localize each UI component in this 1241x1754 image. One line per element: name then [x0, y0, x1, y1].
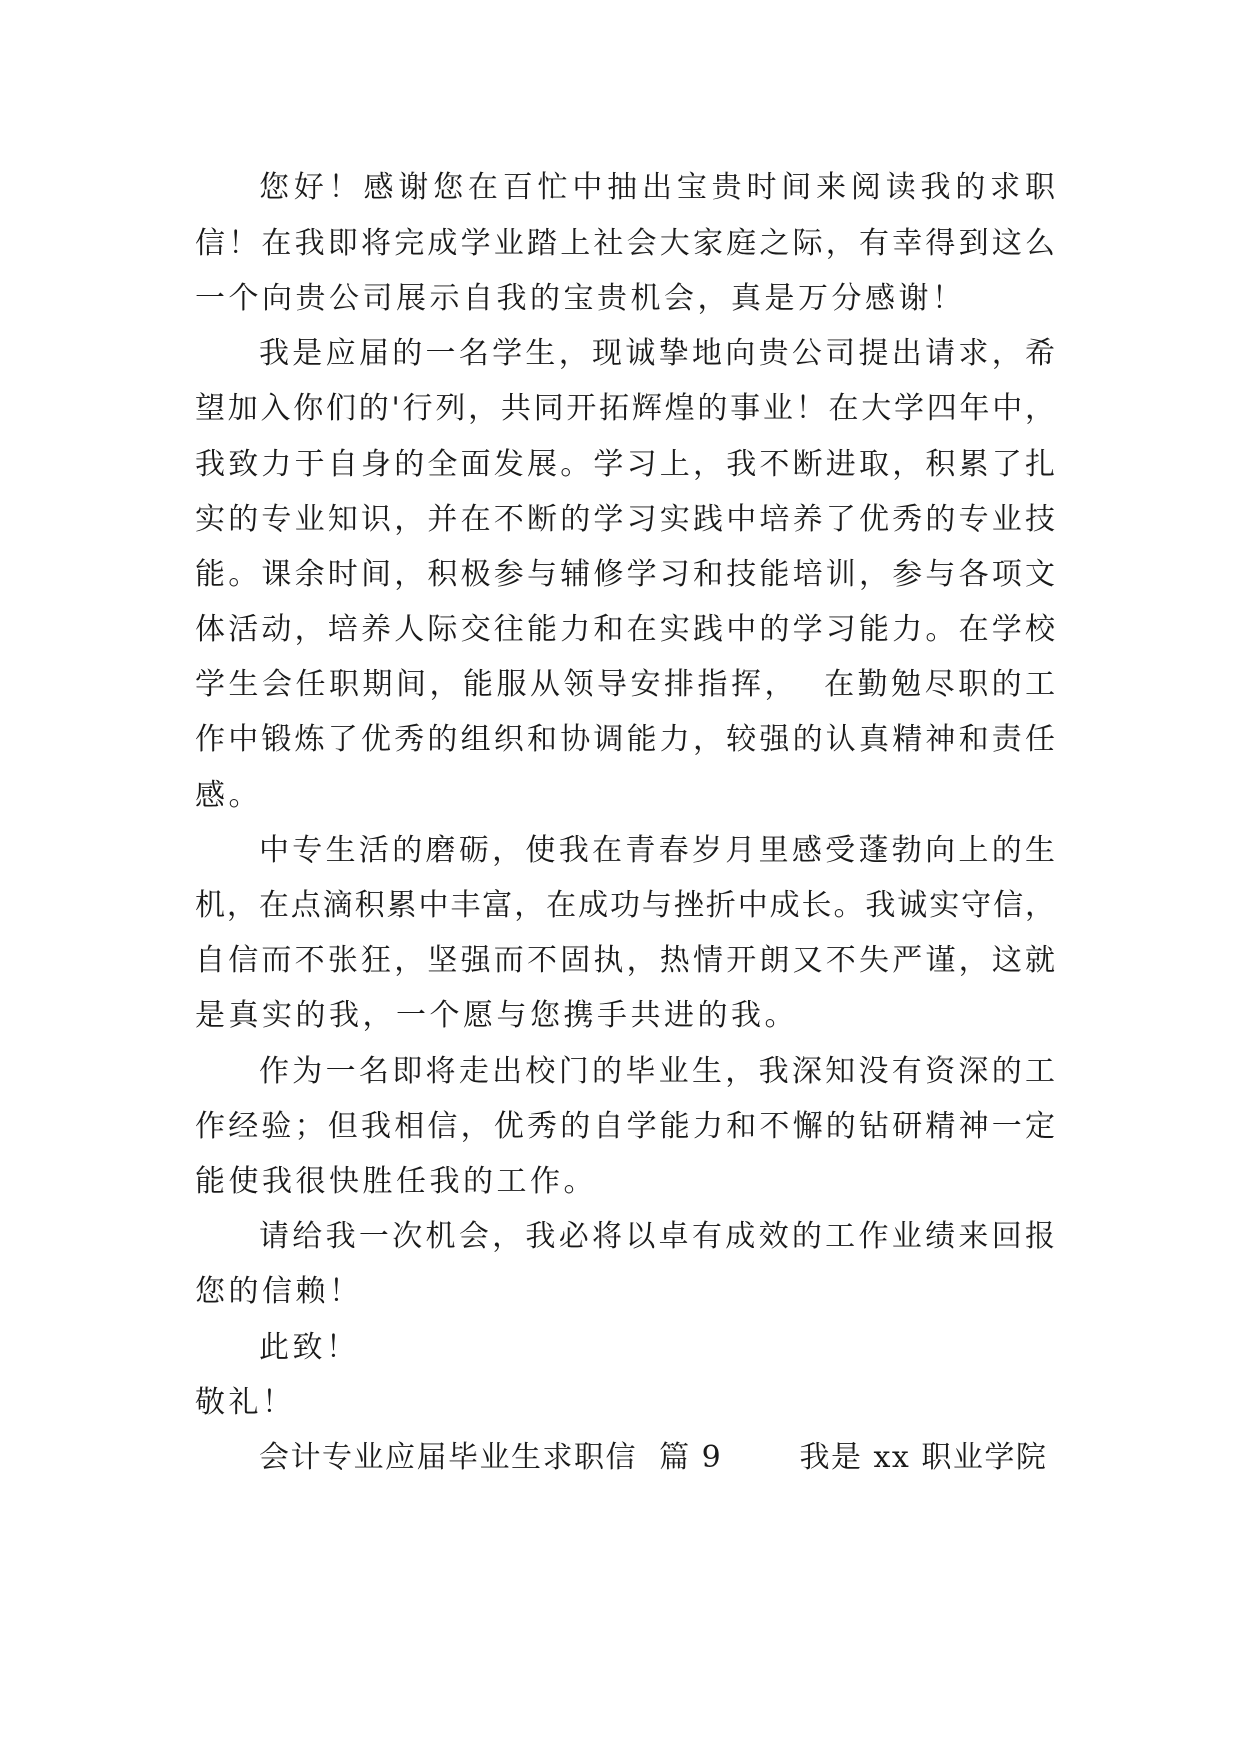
paragraph-4-line-2: 作经验；但我相信，优秀的自学能力和不懈的钻研精神一定: [195, 1109, 1055, 1144]
closing-salutation: 此致！: [259, 1330, 360, 1365]
paragraph-1-line-2: 信！在我即将完成学业踏上社会大家庭之际，有幸得到这么: [195, 226, 1055, 261]
paragraph-3-line-2: 机，在点滴积累中丰富，在成功与挫折中成长。我诚实守信，: [195, 888, 1055, 923]
paragraph-1-line-3: 一个向贵公司展示自我的宝贵机会，真是万分感谢！: [195, 281, 966, 316]
closing-regards: 敬礼！: [195, 1385, 296, 1420]
paragraph-2-line-7: 学生会任职期间，能服从领导安排指挥， 在勤勉尽职的工: [195, 667, 1059, 702]
paragraph-5-line-2: 您的信赖！: [195, 1274, 363, 1309]
paragraph-2-line-1: 我是应届的一名学生，现诚挚地向贵公司提出请求，希: [259, 336, 1055, 371]
paragraph-1-line-1: 您好！感谢您在百忙中抽出宝贵时间来阅读我的求职: [259, 170, 1055, 205]
paragraph-4-line-1: 作为一名即将走出校门的毕业生，我深知没有资深的工: [259, 1054, 1055, 1089]
paragraph-2-line-5: 能。课余时间，积极参与辅修学习和技能培训，参与各项文: [195, 557, 1055, 592]
paragraph-2-line-3: 我致力于自身的全面发展。学习上，我不断进取，积累了扎: [195, 447, 1055, 482]
paragraph-2-line-9: 感。: [195, 778, 262, 813]
section-heading-line: 会计专业应届毕业生求职信 篇 9 我是 xx 职业学院: [259, 1440, 1048, 1475]
paragraph-2-line-8: 作中锻炼了优秀的组织和协调能力，较强的认真精神和责任: [195, 722, 1055, 757]
paragraph-2-line-2: 望加入你们的'行列，共同开拓辉煌的事业！在大学四年中，: [195, 391, 1055, 426]
paragraph-3-line-1: 中专生活的磨砺，使我在青春岁月里感受蓬勃向上的生: [259, 833, 1055, 868]
paragraph-3-line-4: 是真实的我，一个愿与您携手共进的我。: [195, 998, 798, 1033]
paragraph-5-line-1: 请给我一次机会，我必将以卓有成效的工作业绩来回报: [259, 1219, 1055, 1254]
paragraph-3-line-3: 自信而不张狂，坚强而不固执，热情开朗又不失严谨，这就: [195, 943, 1055, 978]
paragraph-4-line-3: 能使我很快胜任我的工作。: [195, 1164, 597, 1199]
paragraph-2-line-4: 实的专业知识，并在不断的学习实践中培养了优秀的专业技: [195, 502, 1055, 537]
paragraph-2-line-6: 体活动，培养人际交往能力和在实践中的学习能力。在学校: [195, 612, 1055, 647]
